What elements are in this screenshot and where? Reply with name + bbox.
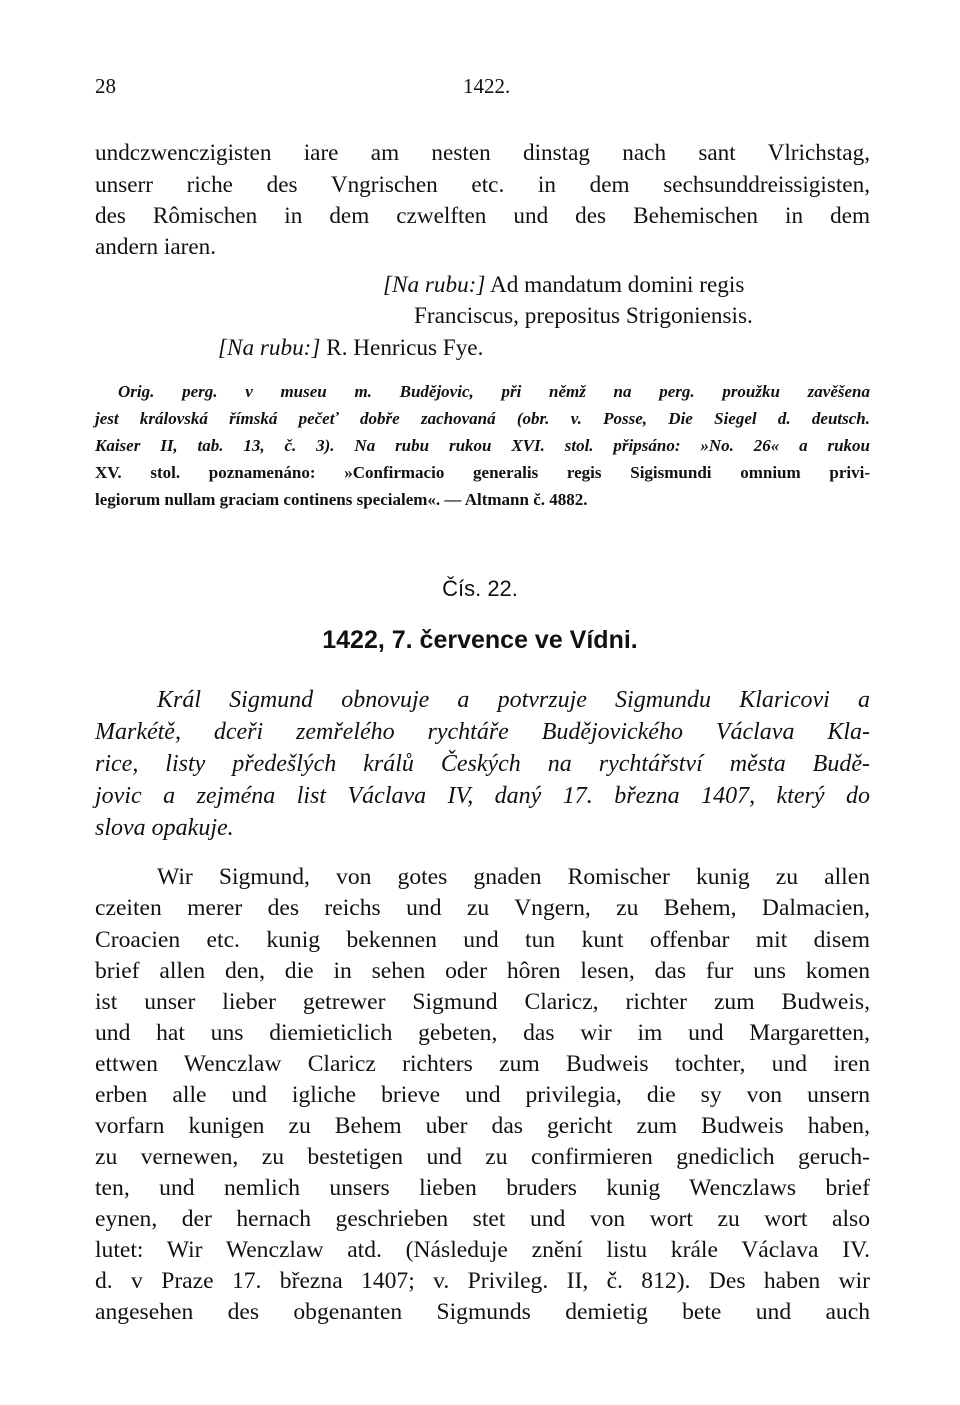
regest-line: Markétě, dceři zemřelého rychtáře Budějovického Václava Kla-: [95, 719, 870, 745]
charter-text-line: Wir Sigmund, von gotes gnaden Romischer kunig zu allen: [157, 864, 870, 890]
prev-text-line: des Rômischen in dem czwelften und des Behemischen in dem: [95, 203, 870, 229]
charter-text-line: ettwen Wenczlaw Claricz richters zum Budweis tochter, und iren: [95, 1051, 870, 1077]
source-note-line: Orig. perg. v museu m. Budějovic, při němž na perg. proužku zavěšena: [118, 382, 870, 401]
charter-text-line: Croacien etc. kunig bekennen und tun kunt offenbar mit disem: [95, 927, 870, 953]
prev-text-line: undczwenczigisten iare am nesten dinstag nach sant Vlrichstag,: [95, 140, 870, 166]
regest-line: slova opakuje.: [95, 815, 234, 841]
endorsement-1: [383, 270, 744, 300]
charter-text-line: und hat uns diemieticlich gebeten, das wir im und Margaretten,: [95, 1020, 870, 1046]
regest-line: jovic a zejména list Václava IV, daný 17. března 1407, který do: [95, 783, 870, 809]
running-head-year: 1422.: [463, 74, 511, 98]
document-number: Čís. 22.: [442, 576, 518, 601]
charter-text-line: zu vernewen, zu bestetigen und zu confirmieren gnediclich geruch-: [95, 1144, 870, 1170]
document-date-place: 1422, 7. července ve Vídni.: [322, 626, 638, 654]
prev-text-line: unserr riche des Vngrischen etc. in dem sechsunddreissigisten,: [95, 172, 870, 198]
source-note-line: legiorum nullam graciam continens specialem«. — Altmann č. 4882.: [95, 490, 588, 509]
page-number: 28: [95, 74, 116, 98]
charter-text-line: vorfarn kunigen zu Behem uber das gericht zum Budweis haben,: [95, 1113, 870, 1139]
source-note-line: Kaiser II, tab. 13, č. 3). Na rubu rukou XVI. stol. připsáno: »No. 26« a rukou: [95, 436, 870, 455]
charter-text-line: lutet: Wir Wenczlaw atd. (Následuje znění listu krále Václava IV.: [95, 1237, 870, 1263]
regest-line: rice, listy předešlých králů Českých na rychtářství města Budě-: [95, 751, 870, 777]
regest-line: Král Sigmund obnovuje a potvrzuje Sigmundu Klaricovi a: [157, 687, 870, 713]
prev-text-line: andern iaren.: [95, 234, 217, 260]
source-note-line: XV. stol. poznamenáno: »Confirmacio generalis regis Sigismundi omnium privi-: [95, 463, 870, 482]
charter-text-line: eynen, der hernach geschrieben stet und von wort zu wort also: [95, 1206, 870, 1232]
charter-text-line: ten, und nemlich unsers lieben bruders kunig Wenczlaws brief: [95, 1175, 870, 1201]
charter-text-line: ist unser lieber getrewer Sigmund Claricz, richter zum Budweis,: [95, 989, 870, 1015]
charter-text-line: angesehen des obgenanten Sigmunds demietig bete und auch: [95, 1299, 870, 1325]
charter-text-line: czeiten merer des reichs und zu Vngern, zu Behem, Dalmacien,: [95, 895, 870, 921]
endorsement-text: Ad mandatum domini regis: [489, 272, 745, 298]
endorsement-label: [Na rubu:]: [218, 335, 321, 361]
charter-text-line: d. v Praze 17. března 1407; v. Privileg. II, č. 812). Des haben wir: [95, 1268, 870, 1294]
charter-text-line: erben alle und igliche brieve und privilegia, die sy von unsern: [95, 1082, 870, 1108]
endorsement-text: R. Henricus Fye.: [326, 335, 484, 361]
endorsement-label: [Na rubu:]: [383, 272, 486, 298]
source-note-line: jest královská římská pečeť dobře zachovaná (obr. v. Posse, Die Siegel d. deutsch.: [95, 409, 870, 428]
charter-text-line: brief allen den, die in sehen oder hôren lesen, das fur uns komen: [95, 958, 870, 984]
endorsement-1-signature: Franciscus, prepositus Strigoniensis.: [414, 303, 753, 329]
endorsement-2: [218, 333, 483, 363]
